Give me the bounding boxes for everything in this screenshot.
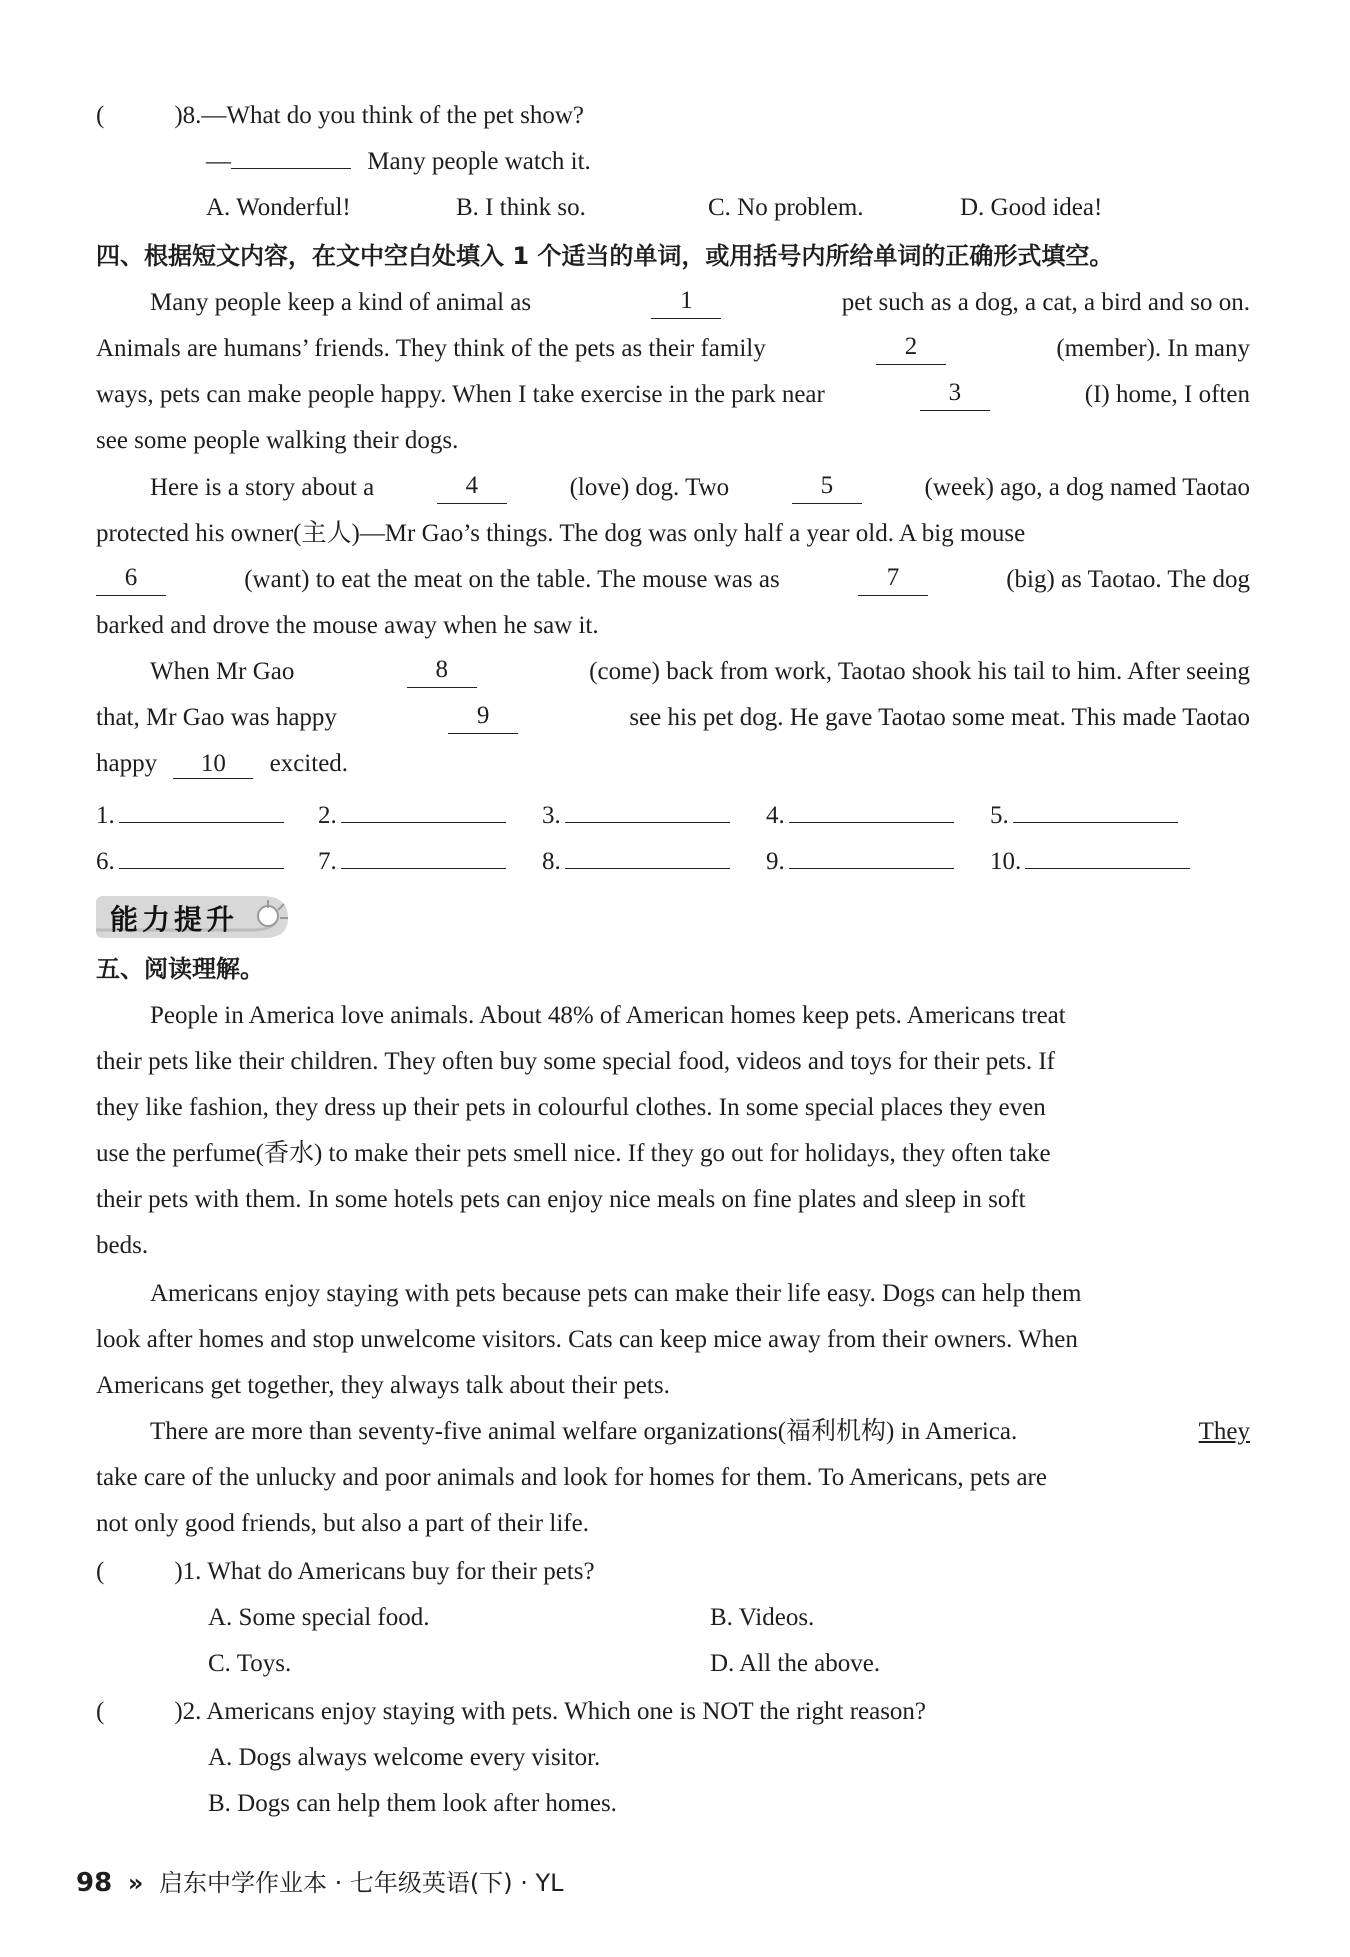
answer-line-4[interactable]: 4.	[766, 796, 954, 832]
reading-line-6: beds.	[96, 1232, 149, 1259]
section-5-title: 五、阅读理解。	[96, 955, 264, 983]
reading-line-12: not only good friends, but also a part of their life.	[96, 1510, 589, 1537]
answer-line-10[interactable]: 10.	[990, 842, 1190, 878]
blank-9[interactable]: 9	[448, 702, 518, 734]
option-b[interactable]: B. I think so.	[456, 194, 586, 221]
paragraph-3-line-1: When Mr Gao 8 (come) back from work, Taotao shook his tail to him. After seeing	[150, 656, 1250, 688]
q1-option-d[interactable]: D. All the above.	[710, 1650, 881, 1677]
paragraph-1-line-1: Many people keep a kind of animal as 1 pet such as a dog, a cat, a bird and so on.	[150, 287, 1250, 319]
option-a[interactable]: A. Wonderful!	[206, 194, 351, 221]
reading-line-10: There are more than seventy-five animal welfare organizations(福利机构) in America. They	[150, 1416, 1250, 1448]
section-4-title: 四、根据短文内容，在文中空白处填入 1 个适当的单词，或用括号内所给单词的正确形式填空。	[96, 242, 1114, 270]
blank-1[interactable]: 1	[651, 287, 721, 319]
underlined-word: They	[1198, 1418, 1250, 1445]
reading-line-5: their pets with them. In some hotels pets can enjoy nice meals on fine plates and sleep in soft	[96, 1186, 1026, 1213]
ability-badge-label: 能力提升	[110, 903, 239, 936]
reading-line-9: Americans get together, they always talk about their pets.	[96, 1372, 670, 1399]
paragraph-1-line-4: see some people walking their dogs.	[96, 427, 459, 454]
answer-line-2[interactable]: 2.	[318, 796, 506, 832]
reading-line-3: they like fashion, they dress up their pets in colourful clothes. In some special places they even	[96, 1094, 1046, 1121]
question-8-reply: — Many people watch it.	[206, 148, 591, 175]
question-8: ( )8.—What do you think of the pet show?	[96, 102, 584, 129]
q2-option-b[interactable]: B. Dogs can help them look after homes.	[208, 1790, 617, 1817]
reading-line-7: Americans enjoy staying with pets because pets can make their life easy. Dogs can help them	[150, 1280, 1082, 1307]
option-d[interactable]: D. Good idea!	[960, 194, 1103, 221]
q2-option-a[interactable]: A. Dogs always welcome every visitor.	[208, 1744, 601, 1771]
answer-line-3[interactable]: 3.	[542, 796, 730, 832]
paragraph-2-line-1: Here is a story about a 4 (love) dog. Two 5 (week) ago, a dog named Taotao	[150, 472, 1250, 504]
answer-line-7[interactable]: 7.	[318, 842, 506, 878]
blank-3[interactable]: 3	[920, 379, 990, 411]
blank-8[interactable]: 8	[407, 656, 477, 688]
paragraph-2-line-2: protected his owner(主人)—Mr Gao’s things. The dog was only half a year old. A big mouse	[96, 520, 1026, 547]
book-title: 启东中学作业本 · 七年级英语(下) · YL	[158, 1869, 564, 1897]
blank-4[interactable]: 4	[437, 472, 507, 504]
paragraph-2-line-4: barked and drove the mouse away when he saw it.	[96, 612, 599, 639]
blank-10[interactable]: 10	[173, 750, 253, 779]
page-number: 98	[76, 1868, 113, 1898]
reading-question-2: ( )2. Americans enjoy staying with pets. Which one is NOT the right reason?	[96, 1698, 927, 1725]
reading-line-2: their pets like their children. They often buy some special food, videos and toys for their pets. If	[96, 1048, 1056, 1075]
reading-line-8: look after homes and stop unwelcome visitors. Cats can keep mice away from their owners. When	[96, 1326, 1078, 1353]
blank-7[interactable]: 7	[858, 564, 928, 596]
paragraph-3-line-3: happy 10 excited.	[96, 750, 349, 777]
answer-blank[interactable]	[231, 168, 351, 169]
blank-5[interactable]: 5	[792, 472, 862, 504]
q1-option-b[interactable]: B. Videos.	[710, 1604, 815, 1631]
answer-line-6[interactable]: 6.	[96, 842, 284, 878]
answer-line-9[interactable]: 9.	[766, 842, 954, 878]
reading-line-1: People in America love animals. About 48% of American homes keep pets. Americans treat	[150, 1002, 1066, 1029]
blank-6[interactable]: 6	[96, 564, 166, 596]
paragraph-2-line-3: 6 (want) to eat the meat on the table. The mouse was as 7 (big) as Taotao. The dog	[96, 564, 1250, 596]
blank-2[interactable]: 2	[876, 333, 946, 365]
page-footer	[76, 1863, 564, 1898]
answer-line-5[interactable]: 5.	[990, 796, 1178, 832]
reading-line-11: take care of the unlucky and poor animals and look for homes for them. To Americans, pets are	[96, 1464, 1047, 1491]
q1-option-a[interactable]: A. Some special food.	[208, 1604, 430, 1631]
answer-line-1[interactable]: 1.	[96, 796, 284, 832]
paragraph-1-line-2: Animals are humans’ friends. They think of the pets as their family 2 (member). In many	[96, 333, 1250, 365]
reading-line-4: use the perfume(香水) to make their pets smell nice. If they go out for holidays, they often take	[96, 1140, 1051, 1167]
paragraph-3-line-2: that, Mr Gao was happy 9 see his pet dog. He gave Taotao some meat. This made Taotao	[96, 702, 1250, 734]
answer-line-8[interactable]: 8.	[542, 842, 730, 878]
q1-option-c[interactable]: C. Toys.	[208, 1650, 292, 1677]
paragraph-1-line-3: ways, pets can make people happy. When I take exercise in the park near 3 (I) home, I often	[96, 379, 1250, 411]
double-chevron-icon: »	[127, 1869, 144, 1897]
option-c[interactable]: C. No problem.	[708, 194, 864, 221]
reading-question-1: ( )1. What do Americans buy for their pets?	[96, 1558, 595, 1585]
